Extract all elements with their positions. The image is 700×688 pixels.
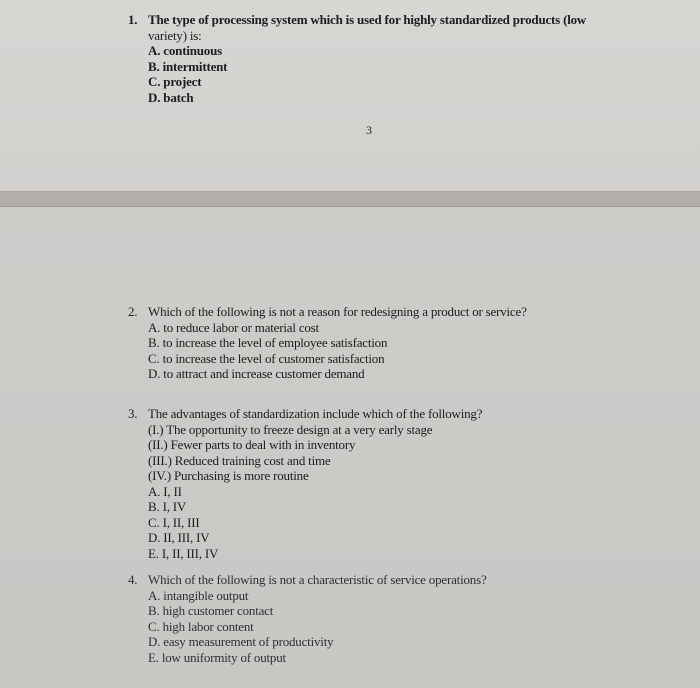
answer-option: E. I, II, III, IV	[148, 545, 219, 561]
question-number: 2.	[128, 304, 138, 319]
answer-option: A. continuous	[148, 43, 222, 58]
document-page-top	[0, 0, 700, 192]
answer-option: C. project	[148, 74, 202, 89]
answer-option: D. II, III, IV	[148, 530, 210, 545]
question-1-stem	[128, 12, 608, 28]
question-number: 4.	[128, 572, 138, 587]
answer-option: A. to reduce labor or material cost	[148, 319, 319, 335]
page-separator	[0, 192, 700, 206]
question-number: 3.	[128, 406, 138, 421]
answer-option: D. to attract and increase customer demand	[148, 366, 365, 381]
question-3-stem	[128, 406, 608, 422]
question-stem-line: variety) is:	[148, 27, 202, 43]
answer-option: B. to increase the level of employee satisfaction	[148, 335, 388, 350]
answer-option: B. high customer contact	[148, 603, 274, 618]
roman-statement: (II.) Fewer parts to deal with in inventory	[148, 437, 356, 452]
answer-option: A. intangible output	[148, 587, 249, 603]
roman-statement: (I.) The opportunity to freeze design at a very early stage	[148, 421, 433, 437]
answer-option: A. I, II	[148, 483, 182, 499]
roman-statement: (IV.) Purchasing is more routine	[148, 468, 309, 483]
question-stem-line: Which of the following is not a reason for redesigning a product or service?	[148, 304, 527, 319]
answer-option: C. to increase the level of customer satisfaction	[148, 350, 385, 366]
question-4-stem	[128, 572, 608, 588]
question-2	[128, 304, 608, 382]
answer-option: D. batch	[148, 89, 194, 105]
question-stem-line: The advantages of standardization include which of the following?	[148, 406, 483, 421]
answer-option: B. intermittent	[148, 58, 228, 74]
question-number: 1.	[128, 12, 138, 27]
question-2-stem	[128, 304, 608, 320]
answer-option: D. easy measurement of productivity	[148, 634, 334, 649]
answer-option: C. I, II, III	[148, 514, 200, 530]
page-number: 3	[366, 123, 372, 137]
question-3	[128, 406, 608, 561]
question-stem-line: The type of processing system which is used for highly standardized products (low	[148, 12, 587, 27]
answer-option: C. high labor content	[148, 618, 254, 634]
roman-statement: (III.) Reduced training cost and time	[148, 452, 331, 468]
answer-option: B. I, IV	[148, 499, 187, 514]
question-stem-line: Which of the following is not a characteristic of service operations?	[148, 572, 487, 587]
question-1	[128, 12, 608, 105]
question-4	[128, 572, 608, 665]
answer-option: E. low uniformity of output	[148, 649, 286, 665]
